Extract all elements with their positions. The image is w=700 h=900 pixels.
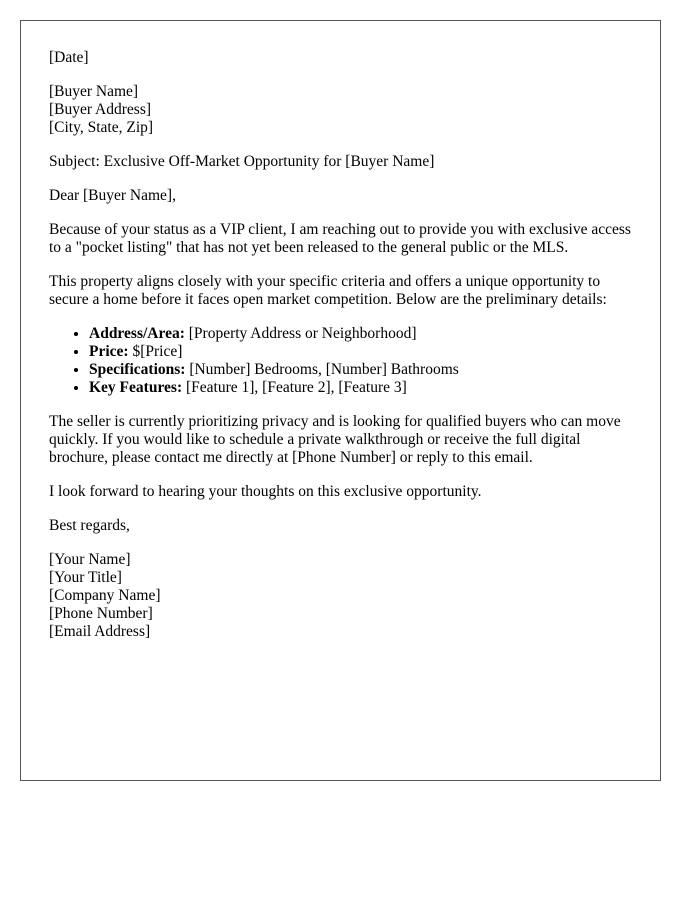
detail-label: Price: [89,343,129,360]
signature-email: [Email Address] [49,623,151,640]
detail-key-features [89,379,639,397]
detail-label: Address/Area: [89,325,185,342]
recipient-address: [Buyer Address] [49,101,152,118]
body-paragraph: Because of your status as a VIP client, I am reaching out to provide you with exclusive access to a "pocket listing" that has not yet been released to the general public or the MLS. [49,221,631,256]
letter-date [49,49,639,67]
sign-off: Best regards, [49,517,130,534]
signature-name: [Your Name] [49,551,131,568]
detail-value: [Property Address or Neighborhood] [184,325,417,342]
detail-value: [Feature 1], [Feature 2], [Feature 3] [182,379,407,396]
signature-phone: [Phone Number] [49,605,153,622]
recipient-block [49,83,639,137]
property-details-list [49,325,639,397]
body-paragraph: This property aligns closely with your specific criteria and offers a unique opportunity to secure a home before it faces open market competition. Below are the preliminary details: [49,273,607,308]
detail-value: [Number] Bedrooms, [Number] Bathrooms [185,361,459,378]
detail-specifications [89,361,639,379]
signature-title: [Your Title] [49,569,122,586]
detail-label: Key Features: [89,379,183,396]
letter-subject: Subject: Exclusive Off-Market Opportunity for [Buyer Name] [49,153,435,170]
detail-address-area [89,325,639,343]
letter-salutation: Dear [Buyer Name], [49,187,176,204]
signature-company: [Company Name] [49,587,161,604]
detail-label: Specifications: [89,361,186,378]
letter-content [49,49,639,657]
letter-page [20,20,661,781]
signature-block [49,551,639,641]
detail-price [89,343,639,361]
closing-paragraph: The seller is currently prioritizing privacy and is looking for qualified buyers who can move quickly. If you would like to schedule a private walkthrough or receive the full digital brochure, please contact me directly at [Phone Number] or reply to this email. [49,413,621,466]
closing-paragraph: I look forward to hearing your thoughts on this exclusive opportunity. [49,483,482,500]
date-text: [Date] [49,49,89,66]
recipient-name: [Buyer Name] [49,83,139,100]
detail-value: $[Price] [128,343,183,360]
recipient-city-state-zip: [City, State, Zip] [49,119,154,136]
